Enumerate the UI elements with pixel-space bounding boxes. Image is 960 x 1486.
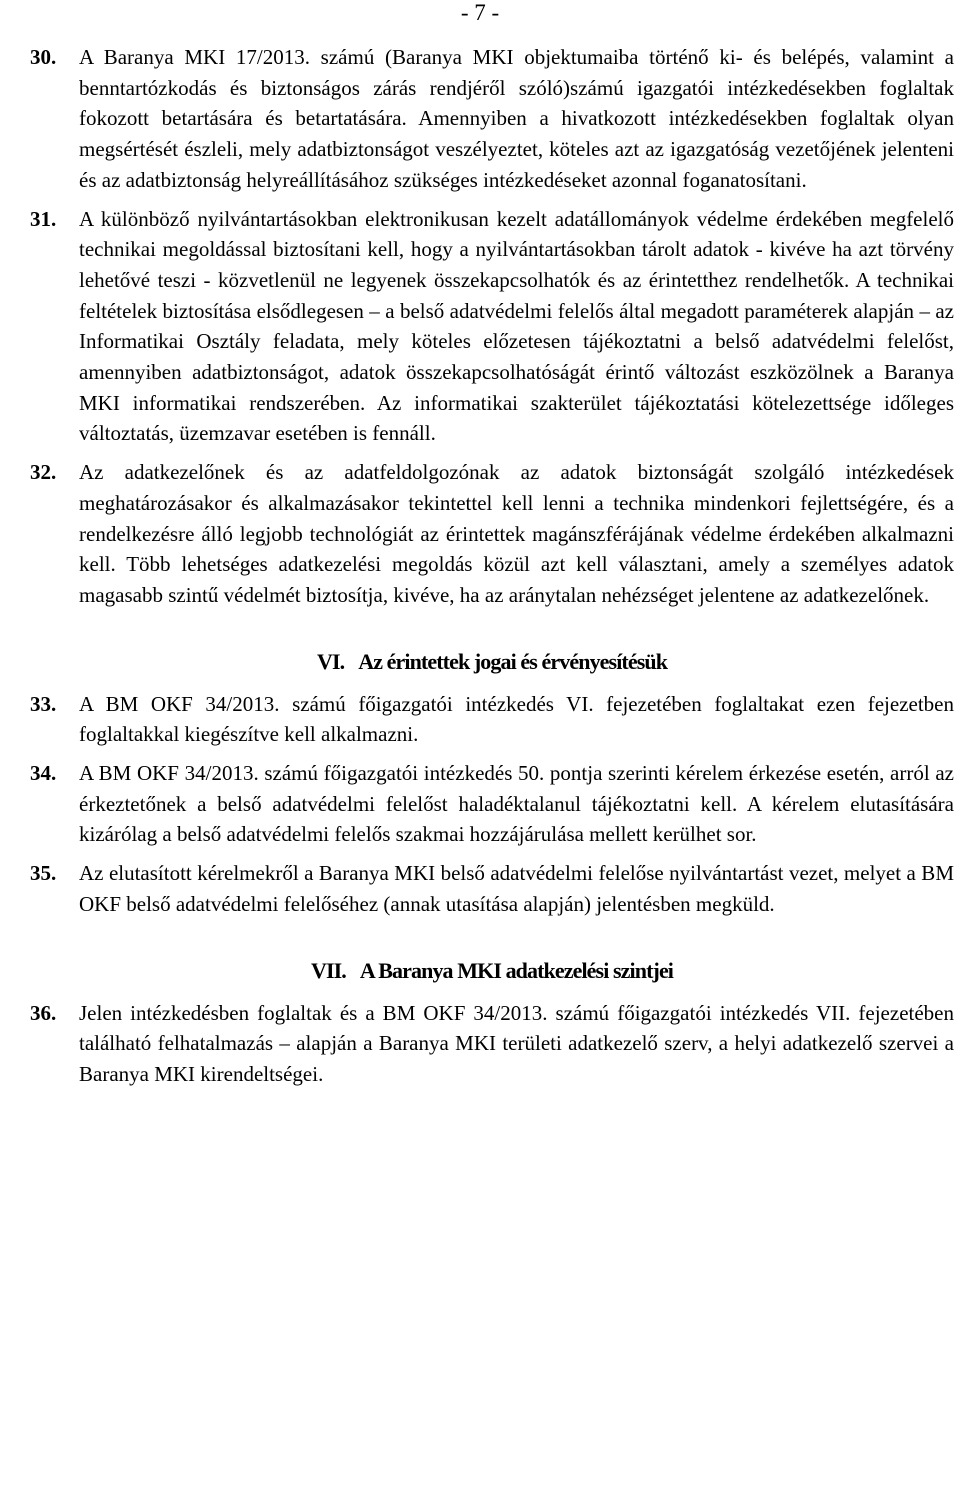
item-number: 30.: [30, 45, 57, 69]
item-text: A különböző nyilvántartásokban elektronikusan kezelt adatállományok védelme érdekében megfelelő technikai megoldással biztosítani kell, hogy a nyilvántartásokban tárolt adatok - kivéve ha azt törvény lehetővé teszi - közvetlenül ne legyenek összekapcsolhatók és az érintetthez rendelhetők. A technikai feltételek biztosítása elsődlegesen – a belső adatvédelmi felelős által megadott paraméterek alapján – az Informatikai Osztály feladata, mely köteles előzetesen tájékoztatni a belső adatvédelmi felelőst, amennyiben adatbiztonságot, adatok összekapcsolhatóságát érintő változást eszközölnek a Baranya MKI informatikai rendszerében. Az informatikai szakterület tájékoztatási kötelezettsége időleges változtatás, üzemzavar esetében is fennáll.: [79, 206, 954, 446]
item-text: A Baranya MKI 17/2013. számú (Baranya MKI objektumaiba történő ki- és belépés, valamint a benntartózkodás és biztonságos zárás rendjéről szóló)számú igazgatói intézkedésekben foglaltak fokozott betartására és betartatására. Amennyiben a hivatkozott intézkedésekben foglaltak olyan megsértését észleli, mely adatbiztonságot veszélyeztet, köteles azt az igazgatóság vezetőjének jelenteni és az adatbiztonság helyreállításához szükséges intézkedéseket azonnal foganatosítani.: [79, 45, 954, 192]
document-body: [30, 42, 954, 1098]
list-item: [30, 998, 954, 1090]
section-number: VII.: [310, 957, 346, 983]
section-number: VI.: [316, 648, 345, 674]
item-number: 36.: [30, 1000, 57, 1025]
list-item: [30, 204, 954, 450]
section-title: Az érintettek jogai és érvényesítésük: [358, 648, 668, 674]
section-heading-vii: [30, 956, 954, 986]
item-text: Az adatkezelőnek és az adatfeldolgozónak az adatok biztonságát szolgáló intézkedések meghatározásakor és alkalmazásakor tekintettel kell lenni a technika mindenkori fejlettségére, és a rendelkezésre álló legjobb technológiát az érintettek magánszférájának védelme érdekében alkalmazni kell. Több lehetséges adatkezelési megoldás közül azt kell választani, amely a személyes adatok magasabb szintű védelmét biztosítja, kivéve, ha az aránytalan nehézséget jelentene az adatkezelőnek.: [79, 460, 954, 607]
list-item: [30, 758, 954, 850]
item-number: 32.: [30, 460, 57, 485]
section-title: A Baranya MKI adatkezelési szintjei: [359, 957, 674, 983]
list-item: [30, 457, 954, 611]
item-number: 33.: [30, 691, 57, 716]
list-item: [30, 42, 954, 196]
item-text: Az elutasított kérelmekről a Baranya MKI belső adatvédelmi felelőse nyilvántartást vezet, melyet a BM OKF belső adatvédelmi felelőséhez (annak utasítása alapján) jelentésben megküld.: [79, 861, 954, 916]
section-heading-vi: [30, 647, 954, 677]
item-number: 31.: [30, 206, 57, 231]
item-number: 34.: [30, 761, 57, 786]
item-number: 35.: [30, 861, 57, 886]
list-item: [30, 858, 954, 919]
item-text: Jelen intézkedésben foglaltak és a BM OKF 34/2013. számú főigazgatói intézkedés VII. fejezetében található felhatalmazás – alapján a Baranya MKI területi adatkezelő szerv, a helyi adatkezelő szervei a Baranya MKI kirendeltségei.: [79, 1000, 954, 1086]
item-text: A BM OKF 34/2013. számú főigazgatói intézkedés VI. fejezetében foglaltakat ezen fejezetben foglaltakkal kiegészítve kell alkalmazni.: [79, 691, 954, 747]
page-number: - 7 -: [460, 0, 500, 25]
item-text: A BM OKF 34/2013. számú főigazgatói intézkedés 50. pontja szerinti kérelem érkezése esetén, arról az érkeztetőnek a belső adatvédelmi felelőst haladéktalanul tájékoztatni kell. A kérelem elutasítására kizárólag a belső adatvédelmi felelős szakmai hozzájárulása mellett kerülhet sor.: [79, 761, 954, 847]
list-item: [30, 689, 954, 750]
